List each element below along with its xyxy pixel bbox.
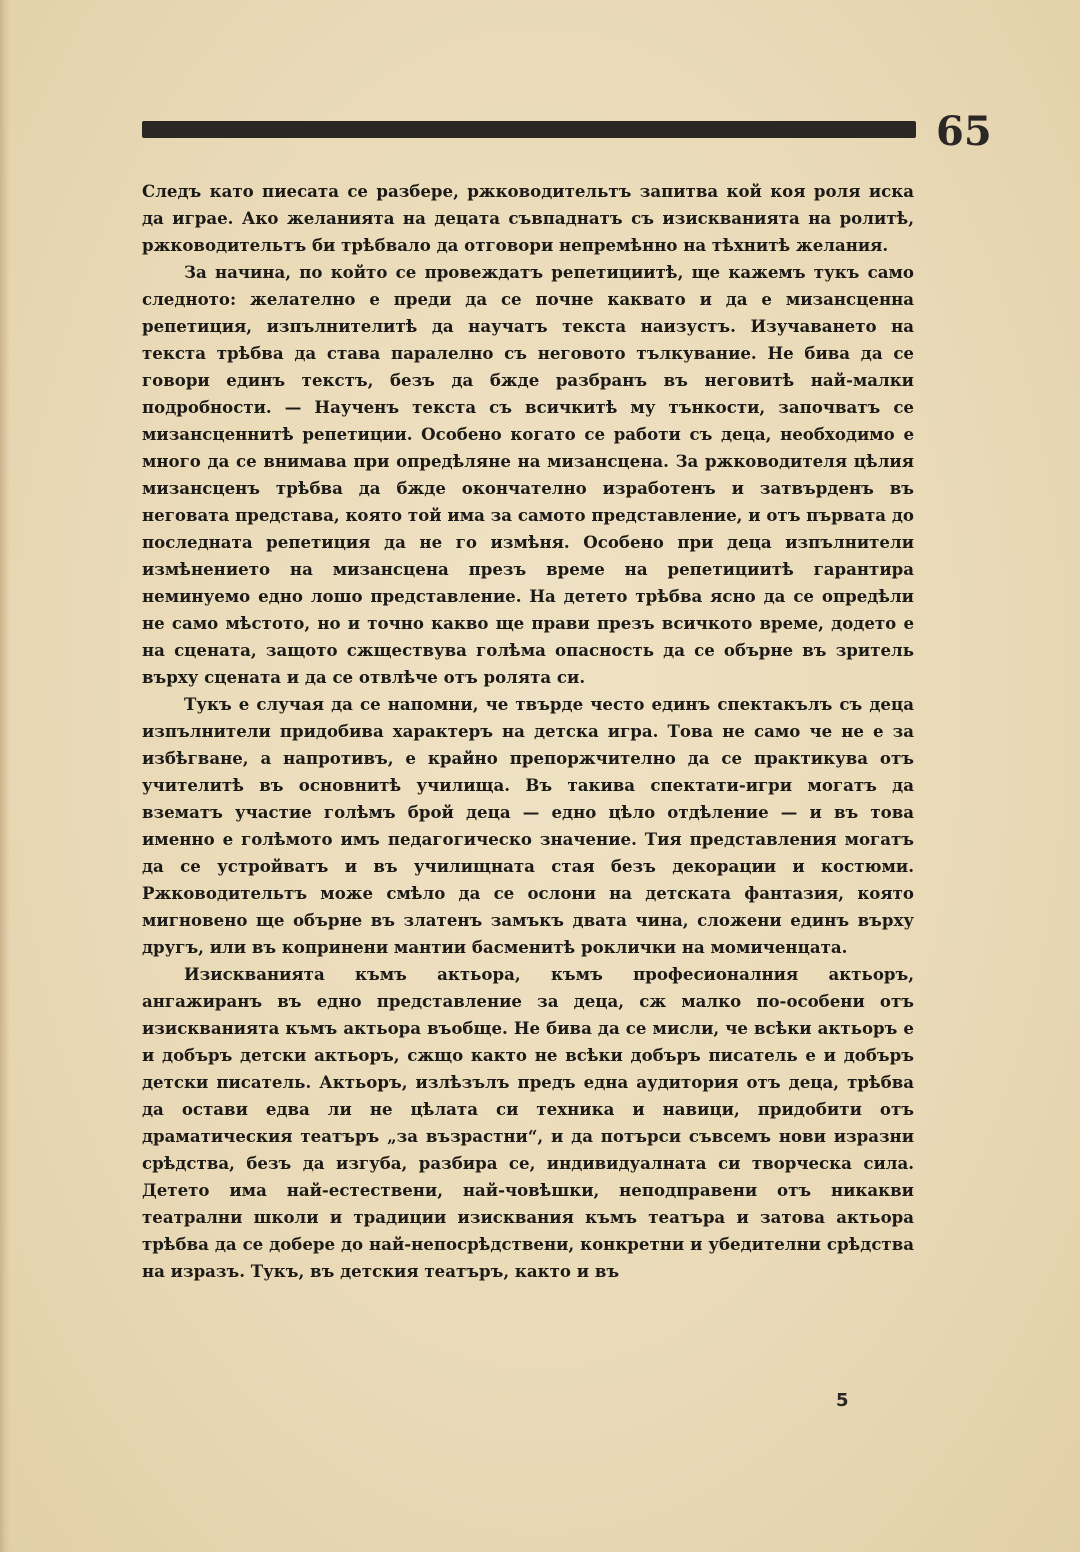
header-rule [142, 121, 916, 138]
paragraph-3: Тукъ е случая да се напомни, че твърде често единъ спектакълъ съ деца изпълнители придобива характеръ на детска игра. Това не само че не е за избѣгване, а напротивъ, е крайно препоржчително да се практикува отъ учителитѣ въ основнитѣ училища. Въ такива спектати-игри могатъ да взематъ участие голѣмъ брой деца — едно цѣло отдѣление — и въ това именно е голѣмото имъ педагогическо значение. Тия представления могатъ да се устройватъ и въ училищната стая безъ декорации и костюми. Ржководительтъ може смѣло да се ослони на детската фантазия, която мигновено ще обърне въ златенъ замъкъ двата чина, сложени единъ върху другъ, или въ копринени мантии басменитѣ роклички на момиченцата. [142, 694, 914, 957]
paragraph-2: За начина, по който се провеждатъ репетициитѣ, ще кажемъ тукъ само следното: желателно е преди да се почне каквато и да е мизансценна репетиция, изпълнителитѣ да научатъ текста наизустъ. Изучаването на текста трѣбва да става паралелно съ неговото тълкувание. Не бива да се говори единъ текстъ, безъ да бжде разбранъ въ неговитѣ най-малки подробности. — Наученъ текста съ всичкитѣ му тънкости, започватъ се мизансценнитѣ репетиции. Особено когато се работи съ деца, необходимо е много да се внимава при опредѣляне на мизансцена. За ржководителя цѣлия мизансценъ трѣбва да бжде окончателно изработенъ и затвърденъ въ неговата представа, която той има за самото представление, и отъ първата до последната репетиция да не го измѣня. Особено при деца изпълнители измѣнението на мизансцена презъ време на репетициитѣ гарантира неминуемо едно лошо представление. На детето трѣбва ясно да се опредѣли не само мѣстото, но и точно какво ще прави презъ всичкото време, додето е на сцената, защото сжществува голѣма опасность да се обърне въ зритель върху сцената и да се отвлѣче отъ ролята си. [142, 262, 914, 687]
paragraph-4: Изискванията къмъ актьора, къмъ професионалния актьоръ, ангажиранъ въ едно представление за деца, сж малко по-особени отъ изискванията къмъ актьора въобще. Не бива да се мисли, че всѣки актьоръ е и добъръ детски актьоръ, сжщо както не всѣки добъръ писатель е и добъръ детски писатель. Актьоръ, излѣзълъ предъ една аудитория отъ деца, трѣбва да остави едва ли не цѣлата си техника и навици, придобити отъ драматическия театъръ „за възрастни“, и да потърси съвсемъ нови изразни срѣдства, безъ да изгуба, разбира се, индивидуалната си творческа сила. Детето има най-естествени, най-човѣшки, неподправени отъ никакви театрални школи и традиции изисквания къмъ театъра и затова актьора трѣбва да се добере до най-непосрѣдствени, конкретни и убедителни срѣдства на изразъ. Тукъ, въ детския театъръ, както и въ [142, 964, 914, 1281]
body-text [142, 178, 914, 1285]
paragraph-1: Следъ като пиесата се разбере, ржководительтъ запитва кой коя роля иска да играе. Ако желанията на децата съвпаднатъ съ изискванията на ролитѣ, ржководительтъ би трѣбвало да отговори непремѣнно на тѣхнитѣ желания. [142, 181, 914, 255]
page-number-top: 65 [936, 108, 992, 155]
page-number-bottom: 5 [836, 1390, 849, 1411]
page-edge-shadow [0, 0, 10, 1552]
